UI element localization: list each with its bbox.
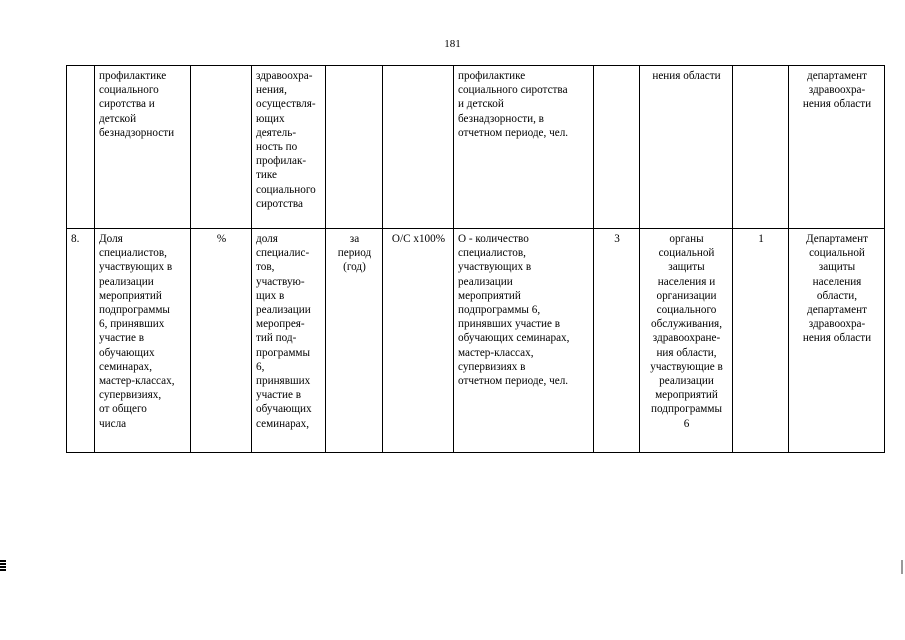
row-number-cell [67, 66, 95, 229]
responsible-cell: Департамент социальной защиты населения области, департамент здравоохра- нения области [789, 229, 885, 453]
formula-cell: О/С х100% [383, 229, 454, 453]
basis-cell: профилактике социального сиротства и детской безнадзорности, в отчетном периоде, чел. [454, 66, 594, 229]
definition-cell: здравоохра- нения, осуществля- ющих деятель- ность по профилак- тике социального сиротства [252, 66, 326, 229]
definition-cell: доля специалис- тов, участвую- щих в реализации меропрея- тий под- программы 6, принявших участие в обучающих семинарах, [252, 229, 326, 453]
source-cell: органы социальной защиты населения и организации социального обслуживания, здравоохране- ния области, участвующие в реализации мероприятий подпрограммы 6 [640, 229, 733, 453]
period-cell: за период (год) [326, 229, 383, 453]
source-cell: нения области [640, 66, 733, 229]
page-number: 181 [444, 38, 461, 50]
basis-cell: О - количество специалистов, участвующих в реализации мероприятий подпрограммы 6, принявших участие в обучающих семинарах, мастер-классах, супервизиях в отчетном периоде, чел. [454, 229, 594, 453]
unit-cell: % [191, 229, 252, 453]
formula-cell [383, 66, 454, 229]
frequency-cell: 1 [733, 229, 789, 453]
frequency-cell [733, 66, 789, 229]
unit-cell [191, 66, 252, 229]
responsible-cell: департамент здравоохра- нения области [789, 66, 885, 229]
table-row [67, 66, 885, 229]
indicator-name-cell: профилактике социального сиротства и детской безнадзорности [95, 66, 191, 229]
period-cell [326, 66, 383, 229]
table-row [67, 229, 885, 453]
scan-mark-left [0, 560, 6, 571]
method-cell [594, 66, 640, 229]
indicator-name-cell: Доля специалистов, участвующих в реализации мероприятий подпрограммы 6, принявших участие в обучающих семинарах, мастер-классах, супервизиях, от общего числа [95, 229, 191, 453]
scan-mark-right [901, 560, 903, 574]
indicators-table [66, 65, 885, 453]
row-number-cell: 8. [67, 229, 95, 453]
method-cell: 3 [594, 229, 640, 453]
